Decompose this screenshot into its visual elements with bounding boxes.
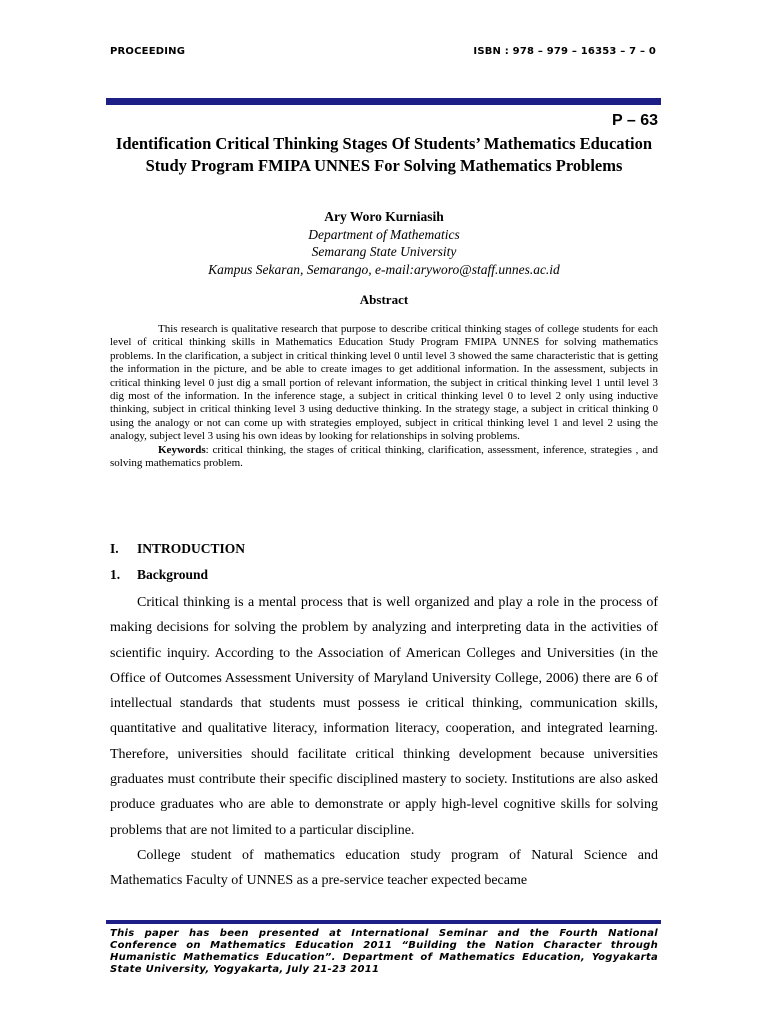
body-text <box>110 590 658 894</box>
author-department: Department of Mathematics <box>308 226 460 242</box>
subsection-title: Background <box>137 567 209 582</box>
section-number: I. <box>110 541 119 556</box>
conference-footnote: This paper has been presented at International Seminar and the Fourth National Conference on Mathematics Education 2011 “Building the Nation Character through Humanistic Mathematics Education”. Department of Mathematics Education, Yogyakarta State University, Yogyakarta, July 21-23 2011 <box>110 928 658 975</box>
header-rule <box>106 98 661 105</box>
subsection-number: 1. <box>110 567 121 582</box>
keywords-text: : critical thinking, the stages of critical thinking, clarification, assessment, inference, strategies , and solving mathematics problem. <box>110 443 658 470</box>
paper-code: P – 63 <box>612 112 658 129</box>
author-block <box>100 208 668 278</box>
abstract-heading: Abstract <box>359 292 409 307</box>
section-heading-introduction <box>110 541 245 557</box>
running-header-isbn: ISBN : 978 – 979 – 16353 – 7 – 0 <box>473 46 656 57</box>
author-university: Semarang State University <box>311 244 457 259</box>
section-title: INTRODUCTION <box>137 541 246 556</box>
keywords-label: Keywords <box>158 443 206 456</box>
running-header-left: PROCEEDING <box>110 46 186 57</box>
author-address: Kampus Sekaran, Semarango, e-mail:aryworo@staff.unnes.ac.id <box>208 261 560 277</box>
subsection-heading-background <box>110 567 208 583</box>
body-paragraph-2: College student of mathematics education study program of Natural Science and Mathematics Faculty of UNNES as a pre-service teacher expected became <box>110 847 658 889</box>
keywords-line <box>110 444 658 471</box>
abstract-text: This research is qualitative research that purpose to describe critical thinking stages of college students for each level of critical thinking skills in Mathematics Education Study Program FMIPA UNNES for solving mathematics problems. In the clarification, a subject in critical thinking level 0 until level 3 showed the same characteristic that is getting the information in the picture, and be able to create images to get additional information. In the assessment, subjects in critical thinking level 0 just dig a small portion of relevant information, the subject in critical thinking level 1 until level 3 dig most of the information. In the inference stage, a subject in critical thinking level 0 to level 2 only using inductive thinking, subject in critical thinking level 3 using deductive thinking. In the strategy stage, a subject in critical thinking 0 using the analogy or not can come up with strategies employed, subject in critical thinking level 1 and level 2 using the analogy, subject level 3 using his own ideas by looking for relationships in solving problems. <box>110 323 658 443</box>
author-name: Ary Woro Kurniasih <box>324 209 444 224</box>
paper-title: Identification Critical Thinking Stages Of Students’ Mathematics Education Study Program FMIPA UNNES For Solving Mathematics Problems <box>115 134 653 175</box>
abstract-block <box>110 323 658 470</box>
footer-rule <box>106 920 661 924</box>
body-paragraph-1: Critical thinking is a mental process that is well organized and play a role in the process of making decisions for solving the problem by analyzing and interpreting data in the activities of scientific inquiry. According to the Association of American Colleges and Universities (in the Office of Outcomes Assessment University of Maryland University College, 2006) there are 6 of intellectual standards that students must possess ie critical thinking, communication skills, quantitative and qualitative literacy, information literacy, cooperation, and integrated learning. Therefore, universities should facilitate critical thinking development because universities graduates must contribute their specific disciplined mastery to society. Institutions are also asked produce graduates who are able to demonstrate or apply high-level cognitive skills for solving problems that are not limited to a particular discipline. <box>110 595 658 838</box>
